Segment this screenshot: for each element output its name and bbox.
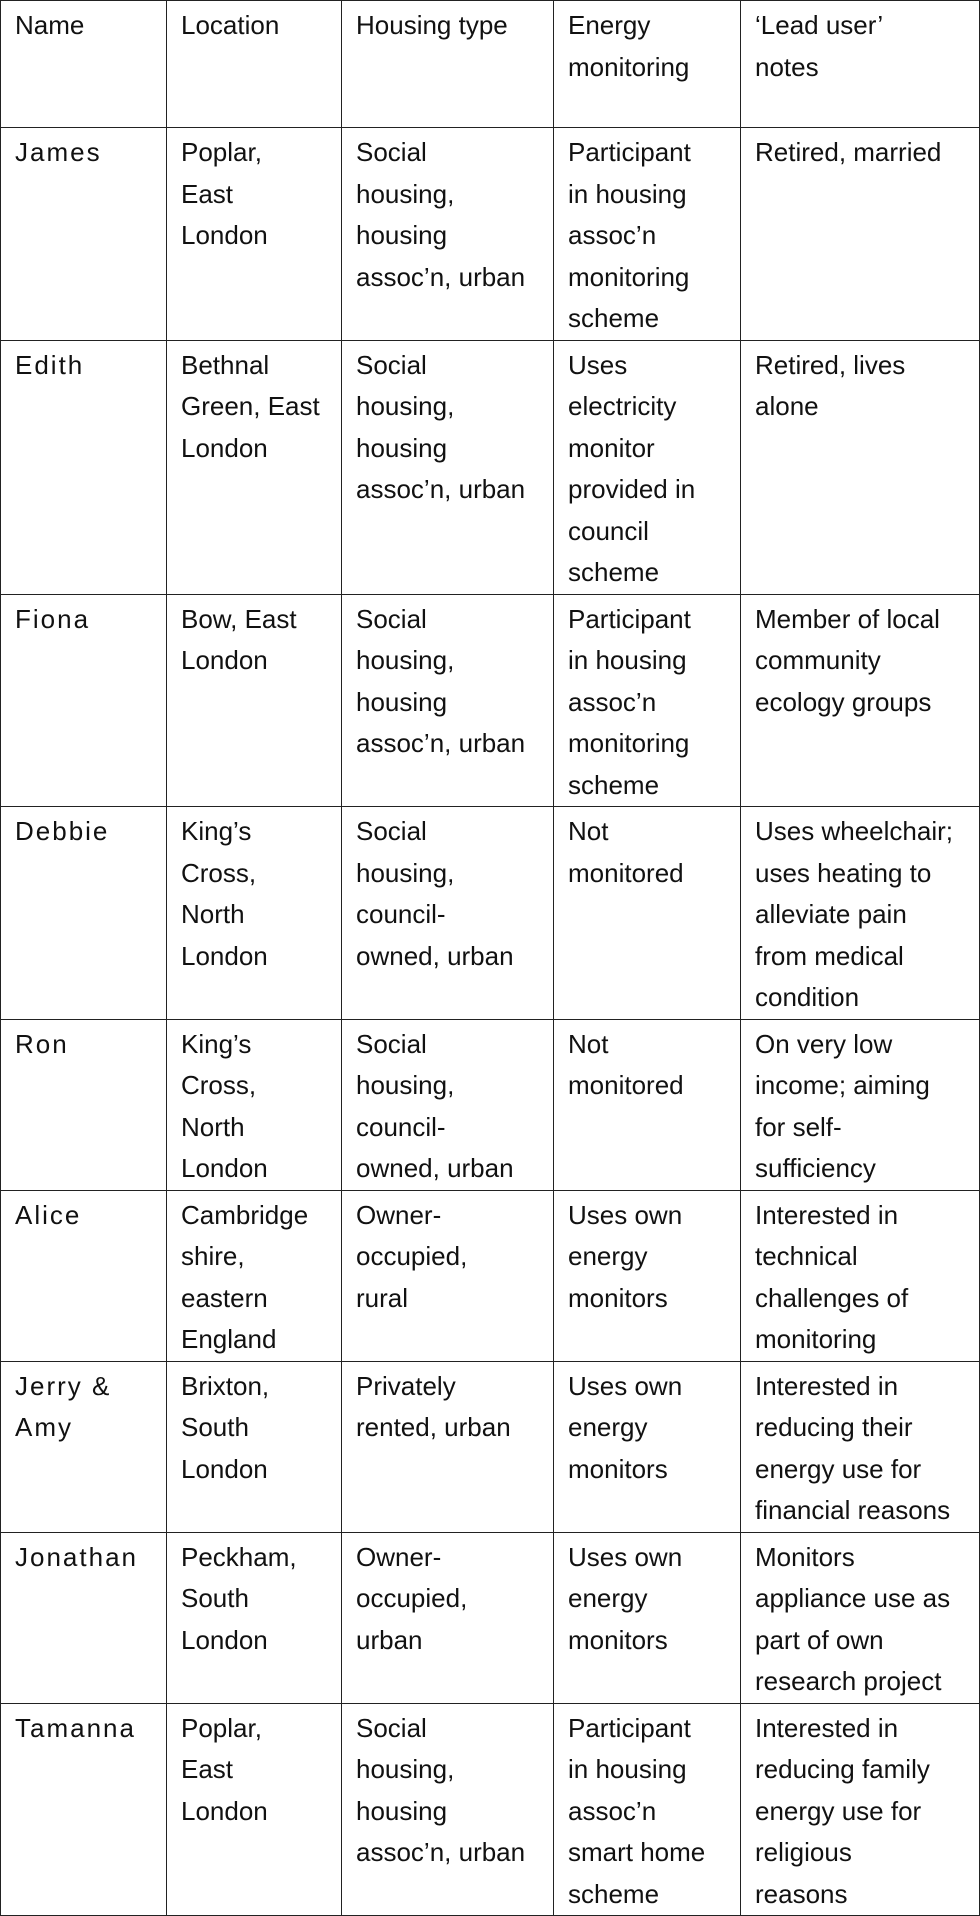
location-cell: Poplar, East London (167, 1703, 342, 1916)
energy-monitoring-cell: Uses electricity monitor provided in council scheme (554, 340, 741, 594)
location-cell: Peckham, South London (167, 1532, 342, 1703)
name-cell: Jerry & Amy (1, 1361, 167, 1532)
notes-cell: Retired, married (741, 128, 980, 341)
housing-type-cell: Social housing, housing assoc’n, urban (342, 128, 554, 341)
notes-cell: Monitors appliance use as part of own research project (741, 1532, 980, 1703)
table-row (1, 807, 980, 1020)
energy-monitoring-cell: Participant in housing assoc’n smart home scheme (554, 1703, 741, 1916)
table-row (1, 594, 980, 807)
table-row (1, 340, 980, 594)
notes-cell: Interested in technical challenges of monitoring (741, 1190, 980, 1361)
name-cell: Edith (1, 340, 167, 594)
housing-type-cell: Social housing, council- owned, urban (342, 1019, 554, 1190)
table-header-row (1, 1, 980, 128)
table-row (1, 1532, 980, 1703)
location-cell: King’s Cross, North London (167, 807, 342, 1020)
location-cell: King’s Cross, North London (167, 1019, 342, 1190)
table-row (1, 128, 980, 341)
notes-cell: Uses wheelchair; uses heating to alleviate pain from medical condition (741, 807, 980, 1020)
notes-cell: Interested in reducing their energy use for financial reasons (741, 1361, 980, 1532)
header-lead-user-notes: ‘Lead user’ notes (741, 1, 980, 128)
header-location: Location (167, 1, 342, 128)
table-row (1, 1019, 980, 1190)
energy-monitoring-cell: Uses own energy monitors (554, 1190, 741, 1361)
notes-cell: Retired, lives alone (741, 340, 980, 594)
name-cell: Jonathan (1, 1532, 167, 1703)
table-row (1, 1703, 980, 1916)
location-cell: Poplar, East London (167, 128, 342, 341)
housing-type-cell: Social housing, housing assoc’n, urban (342, 1703, 554, 1916)
location-cell: Cambridge shire, eastern England (167, 1190, 342, 1361)
housing-type-cell: Owner- occupied, rural (342, 1190, 554, 1361)
energy-monitoring-cell: Not monitored (554, 1019, 741, 1190)
header-energy-monitoring: Energy monitoring (554, 1, 741, 128)
housing-type-cell: Social housing, housing assoc’n, urban (342, 594, 554, 807)
location-cell: Bow, East London (167, 594, 342, 807)
name-cell: James (1, 128, 167, 341)
header-name: Name (1, 1, 167, 128)
housing-type-cell: Social housing, housing assoc’n, urban (342, 340, 554, 594)
location-cell: Bethnal Green, East London (167, 340, 342, 594)
notes-cell: On very low income; aiming for self- sufficiency (741, 1019, 980, 1190)
table-row (1, 1190, 980, 1361)
energy-monitoring-cell: Participant in housing assoc’n monitoring scheme (554, 128, 741, 341)
table-row (1, 1361, 980, 1532)
notes-cell: Interested in reducing family energy use for religious reasons (741, 1703, 980, 1916)
header-housing-type: Housing type (342, 1, 554, 128)
name-cell: Debbie (1, 807, 167, 1020)
notes-cell: Member of local community ecology groups (741, 594, 980, 807)
name-cell: Ron (1, 1019, 167, 1190)
name-cell: Alice (1, 1190, 167, 1361)
housing-type-cell: Social housing, council- owned, urban (342, 807, 554, 1020)
energy-monitoring-cell: Participant in housing assoc’n monitoring scheme (554, 594, 741, 807)
housing-type-cell: Owner- occupied, urban (342, 1532, 554, 1703)
name-cell: Tamanna (1, 1703, 167, 1916)
name-cell: Fiona (1, 594, 167, 807)
housing-type-cell: Privately rented, urban (342, 1361, 554, 1532)
energy-monitoring-cell: Uses own energy monitors (554, 1361, 741, 1532)
location-cell: Brixton, South London (167, 1361, 342, 1532)
energy-monitoring-cell: Uses own energy monitors (554, 1532, 741, 1703)
energy-monitoring-cell: Not monitored (554, 807, 741, 1020)
